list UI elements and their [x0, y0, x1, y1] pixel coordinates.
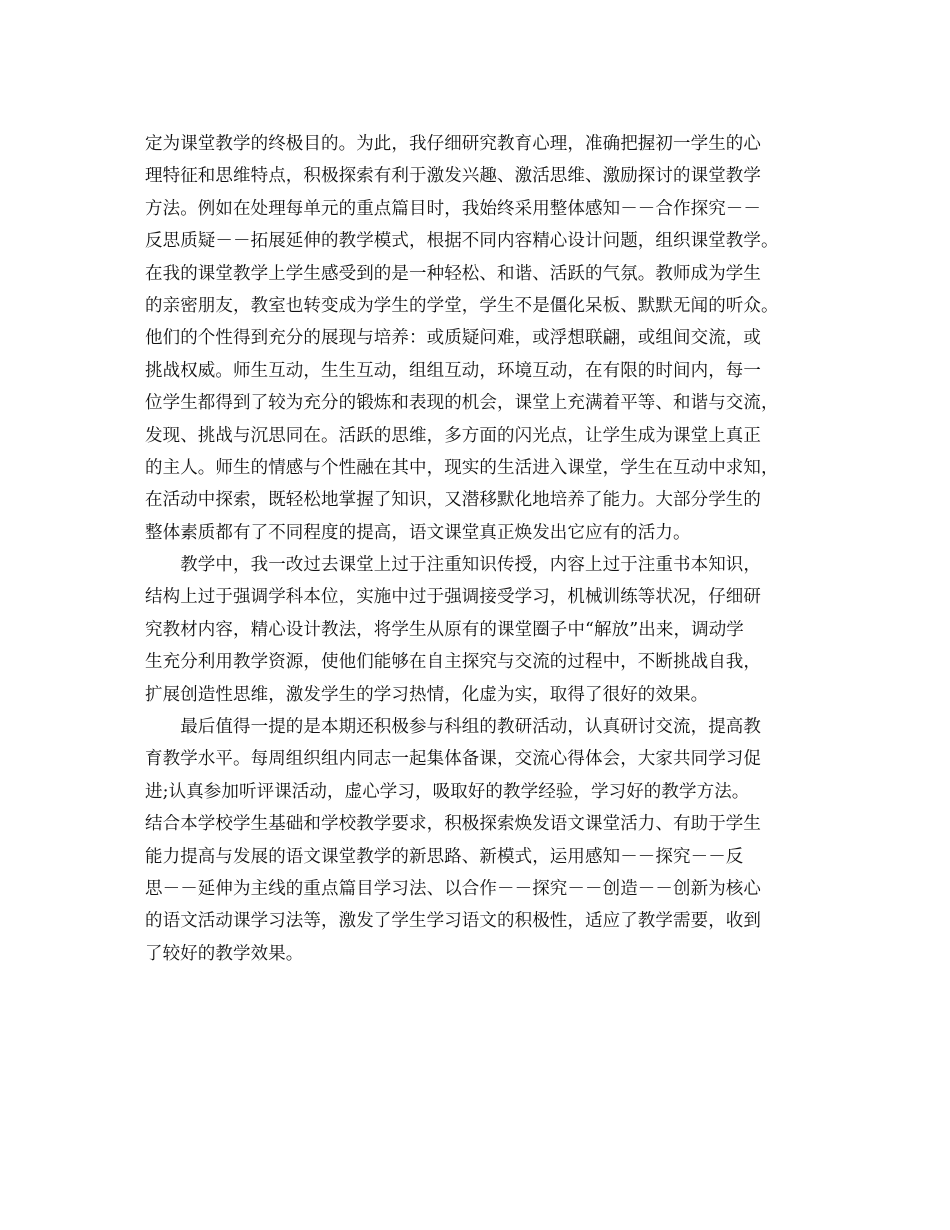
text-line: 整体素质都有了不同程度的提高，语文课堂真正焕发出它应有的活力。: [145, 522, 691, 543]
text-line: 能力提高与发展的语文课堂教学的新思路、新模式，运用感知－－探究－－反: [145, 846, 744, 867]
text-line: 思－－延伸为主线的重点篇目学习法、以合作－－探究－－创造－－创新为核心: [145, 878, 761, 899]
text-line: 生充分利用教学资源，使他们能够在自主探究与交流的过程中，不断挑战自我，: [145, 652, 761, 673]
text-line: 反思质疑－－拓展延伸的教学模式，根据不同内容精心设计问题，组织课堂教学。: [145, 231, 779, 252]
text-line: 位学生都得到了较为充分的锻炼和表现的机会，课堂上充满着平等、和谐与交流，: [145, 393, 779, 414]
text-line: 最后值得一提的是本期还积极参与科组的教研活动，认真研讨交流，提高教: [145, 717, 761, 738]
text-line: 理特征和思维特点，积极探索有利于激发兴趣、激活思维、激励探讨的课堂教学: [145, 166, 761, 187]
text-line: 在活动中探索，既轻松地掌握了知识，又潜移默化地培养了能力。大部分学生的: [145, 490, 761, 511]
text-line: 扩展创造性思维，激发学生的学习热情，化虚为实，取得了很好的效果。: [145, 684, 709, 705]
text-line: 的亲密朋友，教室也转变成为学生的学堂，学生不是僵化呆板、默默无闻的听众。: [145, 295, 779, 316]
text-line: 挑战权威。师生互动，生生互动，组组互动，环境互动，在有限的时间内，每一: [145, 360, 761, 381]
text-line: 在我的课堂教学上学生感受到的是一种轻松、和谐、活跃的气氛。教师成为学生: [145, 263, 761, 284]
text-line: 究教材内容，精心设计教法，将学生从原有的课堂圈子中“解放”出来，调动学: [145, 619, 744, 640]
body-text: [145, 128, 815, 970]
text-line: 进;认真参加听评课活动，虚心学习，吸取好的教学经验，学习好的教学方法。: [145, 781, 750, 802]
text-line: 他们的个性得到充分的展现与培养：或质疑问难，或浮想联翩，或组间交流，或: [145, 328, 761, 349]
text-line: 结合本学校学生基础和学校教学要求，积极探索焕发语文课堂活力、有助于学生: [145, 814, 761, 835]
text-line: 结构上过于强调学科本位，实施中过于强调接受学习，机械训练等状况，仔细研: [145, 587, 761, 608]
text-line: 发现、挑战与沉思同在。活跃的思维，多方面的闪光点，让学生成为课堂上真正: [145, 425, 761, 446]
text-line: 定为课堂教学的终极目的。为此，我仔细研究教育心理，准确把握初一学生的心: [145, 134, 761, 154]
text-line: 教学中，我一改过去课堂上过于注重知识传授，内容上过于注重书本知识，: [145, 555, 761, 576]
text-line: 育教学水平。每周组织组内同志一起集体备课，交流心得体会，大家共同学习促: [145, 749, 761, 770]
text-line: 的语文活动课学习法等，激发了学生学习语文的积极性，适应了教学需要，收到: [145, 911, 761, 932]
text-line: 的主人。师生的情感与个性融在其中，现实的生活进入课堂，学生在互动中求知，: [145, 457, 779, 478]
text-line: 方法。例如在处理每单元的重点篇目时，我始终采用整体感知－－合作探究－－: [145, 198, 761, 219]
text-line: 了较好的教学效果。: [145, 943, 304, 964]
